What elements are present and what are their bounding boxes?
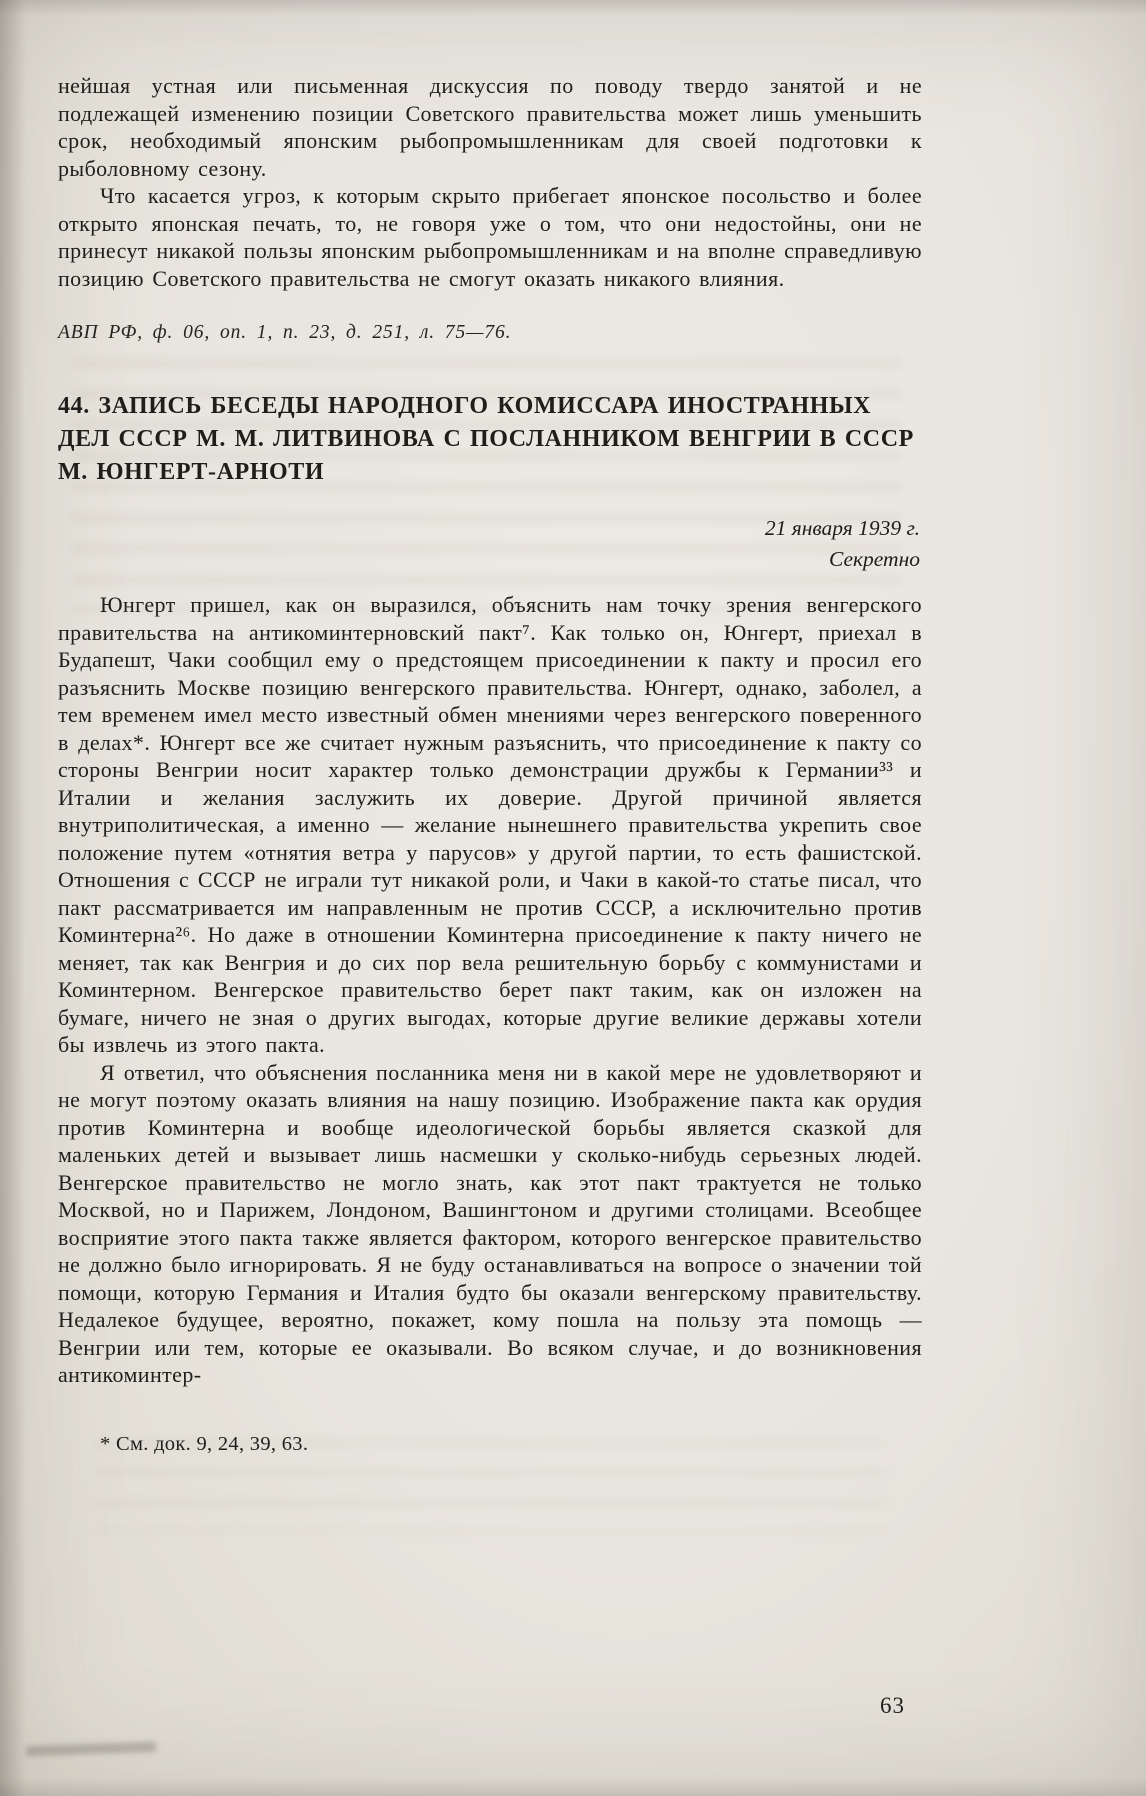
continuation-paragraph: нейшая устная или письменная дискуссия по поводу твердо занятой и не подлежащей изменению позиции Советского правительства может лишь уменьшить срок, необходимый японским рыбопромышленникам для своей подготовки к рыболовному сезону. [58, 73, 922, 181]
scan-edge-shadow [0, 0, 1146, 16]
scan-edge-shadow [0, 1778, 1146, 1796]
document-meta [58, 513, 922, 575]
page-content [58, 72, 922, 1456]
classification-label: Секретно [828, 547, 920, 571]
body-paragraph: Я ответил, что объяснения посланника меня ни в какой мере не удовлетворяют и не могут поэтому оказать влияния на нашу позицию. Изображение пакта как орудия против Коминтерна и вообще идеологической борьбы является сказкой для маленьких детей и вызывает лишь насмешки у сколько-нибудь серьезных людей. Венгерское правительство не могло знать, как этот пакт трактуется не только Москвой, но и Парижем, Лондоном, Вашингтоном и другими столицами. Всеобщее восприятие этого пакта также является фактором, которого венгерское правительство не должно было игнорировать. Я не буду останавливаться на вопросе о значении той помощи, которую Германия и Италия будто бы оказали венгерскому правительству. Недалекое будущее, вероятно, покажет, кому пошла на пользу эта помощь — Венгрии или тем, которые ее оказывали. Во всяком случае, и до возникновения антикоминтер- [58, 1059, 922, 1387]
document-heading: 44. ЗАПИСЬ БЕСЕДЫ НАРОДНОГО КОМИССАРА ИНОСТРАННЫХ ДЕЛ СССР М. М. ЛИТВИНОВА С ПОСЛАННИКОМ ВЕНГРИИ В СССР М. ЮНГЕРТ-АРНОТИ [58, 393, 914, 485]
archive-citation: АВП РФ, ф. 06, оп. 1, п. 23, д. 251, л. 75—76. [58, 322, 512, 343]
body-paragraph: Юнгерт пришел, как он выразился, объяснить нам точку зрения венгерского правительства на антикоминтерновский пакт⁷. Как только он, Юнгерт, приехал в Будапешт, Чаки сообщил ему о предстоящем присоединении к пакту и просил его разъяснить Москве позицию венгерского правительства. Юнгерт, однако, заболел, а тем временем имел место известный обмен мнениями через венгерского поверенного в делах*. Юнгерт все же считает нужным разъяснить, что присоединение к пакту со стороны Венгрии носит характер только демонстрации дружбы к Германии³³ и Италии и желания заслужить их доверие. Другой причиной является внутриполитическая, а именно — желание нынешнего правительства укрепить свое положение путем «отнятия ветра у парусов» у другой партии, то есть фашистской. Отношения с СССР не играли тут никакой роли, и Чаки в какой-то статье писал, что пакт рассматривается им направленным не против СССР, а исключительно против Коминтерна²⁶. Но даже в отношении Коминтерна присоединение к пакту ничего не меняет, так как Венгрия и до сих пор вела решительную борьбу с коммунистами и Коминтерном. Венгерское правительство берет пакт таким, как он изложен на бумаге, ничего не зная о других выгодах, которые другие великие державы хотели бы извлечь из этого пакта. [58, 592, 922, 1057]
page-number: 63 [880, 1693, 905, 1718]
scan-smudge [26, 1742, 156, 1757]
document-date: 21 января 1939 г. [764, 516, 920, 540]
scan-edge-shadow [0, 0, 26, 1796]
footnote: * См. док. 9, 24, 39, 63. [100, 1432, 309, 1455]
body-paragraph: Что касается угроз, к которым скрыто прибегает японское посольство и более открыто японская печать, то, не говоря уже о том, что они недостойны, они не принесут никакой пользы японским рыбопромышленникам и на вполне справедливую позицию Советского правительства не смогут оказать никакого влияния. [58, 183, 922, 291]
